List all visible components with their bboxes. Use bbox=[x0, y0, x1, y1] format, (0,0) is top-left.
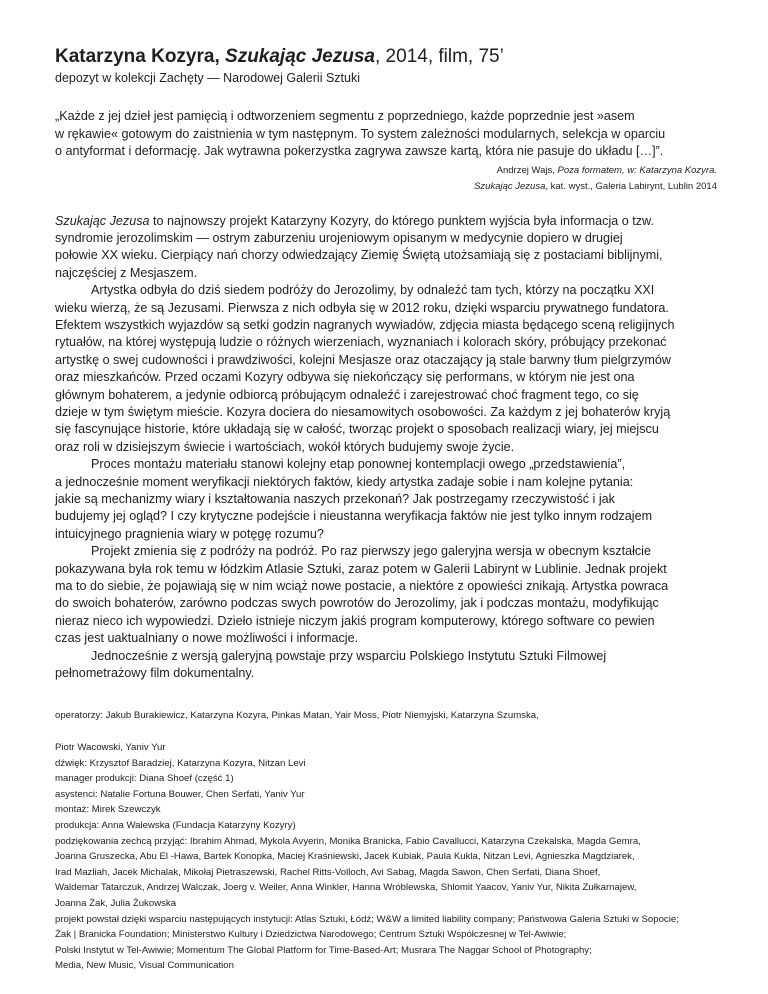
source-line bbox=[55, 179, 717, 195]
paragraph-line: syndromie jerozolimskim — ostrym zaburzeniu urojeniowym opisanym w medycynie dopiero w drugiej bbox=[55, 230, 623, 245]
paragraph-5 bbox=[55, 648, 717, 683]
paragraph-line: oraz roli w dzisiejszym świecie i wartościach, wokół których budujemy swoje życie. bbox=[55, 439, 515, 454]
credits-line: Żak | Branicka Foundation; Ministerstwo Kultury i Dziedzictwa Narodowego; Centrum Sztuki Współczesnej w Tel-Awiwie; bbox=[55, 929, 567, 941]
credits-line: Joanna Żak, Julia Żukowska bbox=[55, 898, 177, 909]
source-title: Poza formatem, w: Katarzyna Kozyra. bbox=[557, 164, 717, 176]
paragraph-text: to najnowszy projekt Katarzyny Kozyry, do którego punktem wyjścia była informacja o tzw. bbox=[149, 213, 654, 228]
credits-line: Media, New Music, Visual Communication bbox=[55, 960, 234, 972]
work-title-inline: Szukając Jezusa bbox=[55, 213, 150, 228]
quote-line: o antyformat i deformację. Jak wytrawna pokerzystka zagrywa zawsze kartą, która nie pasuje do układu […]”. bbox=[55, 144, 664, 158]
quote-lines bbox=[55, 108, 717, 161]
quote-line: „Każde z jej dzieł jest pamięcią i odtworzeniem segmentu z poprzedniego, każde poprzednie jest »asem bbox=[55, 109, 635, 123]
source-line bbox=[55, 163, 717, 179]
paragraph-line: intuicyjnego pragnienia wiary w potęgę rozumu? bbox=[55, 526, 324, 541]
credits-line: Piotr Wacowski, Yaniv Yur bbox=[55, 742, 166, 754]
credits-line: podziękowania zechcą przyjąć: Ibrahim Ahmad, Mykola Avyerin, Monika Branicka, Fabio Cavallucci, Katarzyna Czekalska, Magda Gemra, bbox=[55, 835, 641, 847]
paragraph-line: Projekt zmienia się z podróży na podróż. Po raz pierwszy jego galeryjna wersja w obecnym kształcie bbox=[91, 544, 651, 559]
source-catalog-details: , kat. wyst., Galeria Labirynt, Lublin 2014 bbox=[545, 180, 717, 192]
document-subtitle: depozyt w kolekcji Zachęty — Narodowej Galerii Sztuki bbox=[55, 71, 360, 85]
paragraph-line: Proces montażu materiału stanowi kolejny etap ponownej kontemplacji owego „przedstawienia”, bbox=[91, 457, 626, 472]
paragraph-line: nieraz nieco ich wypowiedzi. Dzieło istnieje niczym jakiś program komputerowy, którego software co pewien bbox=[55, 613, 655, 628]
paragraph-line: a jednocześnie moment weryfikacji niektórych faktów, kiedy artystka zadaje sobie i nam kolejne pytania: bbox=[55, 474, 634, 489]
source-catalog-title: Szukając Jezusa bbox=[474, 180, 546, 192]
credits bbox=[55, 708, 717, 974]
credits-line: produkcja: Anna Walewska (Fundacja Katarzyny Kozyry) bbox=[55, 820, 296, 832]
paragraph-line: do swoich bohaterów, zarówno podczas swych powrotów do Jerozolimy, jak i podczas montażu, modyfikując bbox=[55, 596, 659, 611]
credits-list bbox=[55, 740, 717, 974]
paragraph-3 bbox=[55, 456, 717, 543]
paragraph-1 bbox=[55, 230, 717, 282]
title-work: Szukając Jezusa bbox=[225, 46, 375, 67]
paragraph-line: artystkę o swej cudowności i prawdziwości, kolejni Mesjasze oraz otaczający ją stale barwny tłum pielgrzymów bbox=[55, 352, 671, 367]
credits-line: Waldemar Tatarczuk, Andrzej Walczak, Joerg v. Weiler, Anna Winkler, Hanna Wróblewska, Shlomit Yaacov, Yaniv Yur, Nikita Zułkarnajew, bbox=[55, 882, 637, 894]
quote-source bbox=[55, 163, 717, 195]
paragraph-line: Efektem wszystkich wyjazdów są setki godzin nagranych wywiadów, zdjęcia miasta będącego sceną religijnych bbox=[55, 317, 675, 332]
credits-line: projekt powstał dzięki wsparciu następujących instytucji: Atlas Sztuki, Łódź; W&W a limited liability company; Państwowa Galeria Sztuki w Sopocie; bbox=[55, 913, 679, 925]
credits-line: Polski Instytut w Tel-Awiwie; Momentum The Global Platform for Time-Based-Art; Musrara The Naggar School of Photography; bbox=[55, 944, 592, 956]
paragraph-line: połowie XX wieku. Cierpiący nań chorzy odwiedzający Ziemię Świętą utożsamiają się z postaciami biblijnymi, bbox=[55, 248, 663, 263]
paragraph-line: rytuałów, na której występują ludzie o różnych wierzeniach, wyznaniach i kolorach skóry, próbujący przekonać bbox=[55, 335, 667, 350]
paragraph-line: pełnometrażowy film dokumentalny. bbox=[55, 666, 255, 681]
body-text bbox=[55, 213, 717, 683]
quote-line: w rękawie« gotowym do zaistnienia w tym następnym. To system zależności modularnych, selekcja w oparciu bbox=[55, 126, 666, 141]
paragraph-line: głównym bohaterem, a jedynie odbiorcą próbującym odnaleźć i zarejestrować choć fragment tego, co się bbox=[55, 387, 639, 402]
credits-line: asystenci: Natalie Fortuna Bouwer, Chen Serfati, Yaniv Yur bbox=[55, 788, 305, 800]
credits-operators: operatorzy: Jakub Burakiewicz, Katarzyna Kozyra, Pinkas Matan, Yair Moss, Piotr Niemyjski, Katarzyna Szumska, bbox=[55, 710, 539, 722]
paragraph-line: dzieje w tym świętym mieście. Kozyra dociera do niesamowitych osobowości. Za każdym z jej bohaterów kryją bbox=[55, 404, 671, 419]
credits-line: dźwięk: Krzysztof Baradziej, Katarzyna Kozyra, Nitzan Levi bbox=[55, 757, 306, 769]
title-author: Katarzyna Kozyra, bbox=[55, 46, 220, 67]
paragraph-line: wieku wierzą, że są Jezusami. Pierwsza z nich odbyła się w 2012 roku, dzięki wsparciu prywatnego fundatora. bbox=[55, 300, 669, 315]
paragraph-line: budujemy jej ogląd? I czy krytyczne podejście i nieustanna weryfikacja faktów nie jest tylko innym rodzajem bbox=[55, 509, 653, 524]
paragraph-line: najczęściej z Mesjaszem. bbox=[55, 265, 198, 280]
paragraph-line: się fascynujące historie, które układają się w całość, tworząc projekt o sposobach realizacji wiary, jej miejscu bbox=[55, 422, 659, 437]
credits-line: Irad Mazliah, Jacek Michalak, Mikołaj Pietraszewski, Rachel Ritts-Volloch, Avi Sabag, Magda Sawon, Chen Serfati, Diana Shoef, bbox=[55, 866, 601, 878]
epigraph-quote bbox=[55, 108, 717, 195]
document-page bbox=[55, 45, 717, 974]
credits-line: manager produkcji: Diana Shoef (część 1) bbox=[55, 773, 234, 785]
source-author: Andrzej Wajs, bbox=[496, 164, 558, 176]
paragraph-first-line bbox=[55, 213, 717, 230]
paragraph-line: Artystka odbyła do dziś siedem podróży do Jerozolimy, by odnaleźć tam tych, którzy na początku XXI bbox=[91, 283, 655, 298]
paragraph-line: ma to do siebie, że pojawiają się w nim wciąż nowe postacie, a niektóre z opowieści znikają. Artystka powraca bbox=[55, 579, 669, 594]
paragraph-line: pokazywana była rok temu w łódzkim Atlasie Sztuki, zaraz potem w Galerii Labirynt w Lublinie. Jednak projekt bbox=[55, 561, 667, 576]
paragraph-line: jakie są mechanizmy wiary i kształtowania naszych przekonań? Jak postrzegamy rzeczywistość i jak bbox=[55, 492, 615, 506]
paragraph-2 bbox=[55, 282, 717, 456]
paragraph-4 bbox=[55, 543, 717, 647]
credits-line: montaż: Mirek Szewczyk bbox=[55, 804, 161, 816]
credits-line: Joanna Gruszecka, Abu El -Hawa, Bartek Konopka, Maciej Kraśniewski, Jacek Kubiak, Paula Kukla, Nitzan Levi, Agnieszka Magdziarek, bbox=[55, 851, 635, 863]
title-details: , 2014, film, 75’ bbox=[375, 46, 504, 67]
paragraph-line: oraz mieszkańców. Przed oczami Kozyry odbywa się niekończący się performans, w którym nie jest ona bbox=[55, 370, 635, 385]
paragraph-line: czas jest uaktualniany o nowe możliwości i informacje. bbox=[55, 631, 359, 646]
paragraph-line: Jednocześnie z wersją galeryjną powstaje przy wsparciu Polskiego Instytutu Sztuki Filmowej bbox=[91, 648, 607, 663]
document-title bbox=[55, 45, 717, 69]
